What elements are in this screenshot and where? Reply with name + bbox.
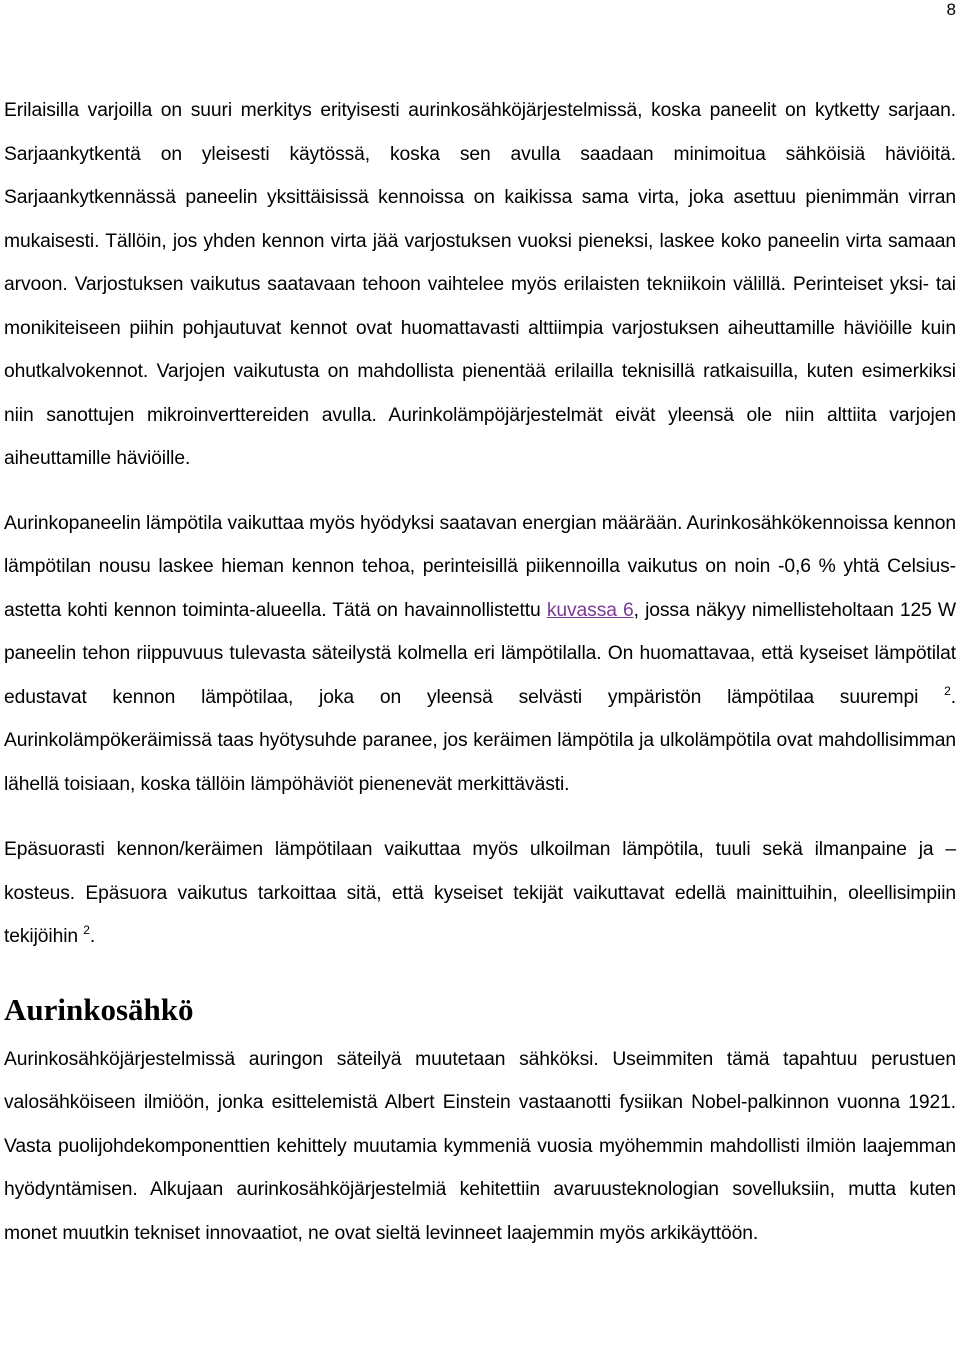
paragraph-indirect-factors (4, 828, 956, 959)
paragraph-text: Epäsuorasti kennon/keräimen lämpötilaan vaikuttaa myös ulkoilman lämpötila, tuuli sekä ilmanpaine ja – kosteus. Epäsuora vaikutus tarkoittaa sitä, että kyseiset tekijät vaikuttavat edellä mainittuihin, oleellisimpiin tekijöihin (4, 839, 956, 947)
figure-6-link[interactable]: kuvassa 6 (546, 599, 634, 621)
paragraph-shading: Erilaisilla varjoilla on suuri merkitys erityisesti aurinkosähköjärjestelmissä, koska paneelit on kytketty sarjaan. Sarjaankytkentä on yleisesti käytössä, koska sen avulla saadaan minimoitua sähköisiä häviöitä. Sarjaankytkennässä paneelin yksittäisissä kennoissa on kaikissa sama virta, joka asettuu pienimmän virran mukaisesti. Tällöin, jos yhden kennon virta jää varjostuksen vuoksi pieneksi, laskee koko paneelin virta samaan arvoon. Varjostuksen vaikutus saatavaan tehoon vaihtelee myös erilaisten tekniikoin välillä. Perinteiset yksi- tai monikiteiseen piihin pohjautuvat kennot ovat huomattavasti alttiimpia varjostuksen aiheuttamille häviöille kuin ohutkalvokennot. Varjojen vaikutusta on mahdollista pienentää erilailla teknisillä ratkaisuilla, kuten esimerkiksi niin sanottujen mikroinverttereiden avulla. Aurinkolämpöjärjestelmät eivät yleensä ole niin alttiita varjojen aiheuttamille häviöille. (4, 100, 956, 469)
paragraph-text: . Aurinkolämpökeräimissä taas hyötysuhde paranee, jos keräimen lämpötila ja ulkolämpötila ovat mahdollisimman lähellä toisiaan, koska tällöin lämpöhäviöt pienenevät merkittävästi. (4, 686, 956, 795)
paragraph-text: Aurinkopaneelin lämpötila vaikuttaa myös hyödyksi saatavan energian määrään. Aurinkosähkökennoissa kennon lämpötilan nousu laskee hieman kennon tehoa, perinteisillä piikennoilla vaikutus on noin -0,6 % yhtä Celsius-astetta kohti kennon toiminta-alueella. Tätä on havainnollistettu (4, 512, 957, 621)
document-body (4, 89, 956, 1255)
paragraph-temperature (4, 502, 956, 807)
page-number: 8 (946, 0, 956, 19)
paragraph-solar-electricity: Aurinkosähköjärjestelmissä auringon säteilyä muutetaan sähköksi. Useimmiten tämä tapahtuu perustuen valosähköiseen ilmiöön, jonka esittelemistä Albert Einstein vastaanotti fysiikan Nobel-palkinnon vuonna 1921. Vasta puolijohdekomponenttien kehittely muutamia kymmeniä vuosia myöhemmin mahdollisti ilmiön laajemman hyödyntämisen. Alkujaan aurinkosähköjärjestelmiä kehitettiin avaruusteknologian sovelluksiin, mutta kuten monet muutkin tekniset innovaatiot, ne ovat sieltä levinneet laajemmin myös arkikäyttöön. (4, 1048, 956, 1244)
paragraph-text: , jossa näkyy nimellisteholtaan 125 W paneelin tehon riippuvuus tulevasta säteilystä kolmella eri lämpötilalla. On huomattavaa, että kyseiset lämpötilat edustavat kennon lämpötilaa, joka on yleensä selvästi ympäristön lämpötilaa suurempi (4, 599, 956, 708)
reference-marker: 2 (83, 923, 90, 937)
paragraph-text: . (89, 926, 96, 947)
section-heading: Aurinkosähkö (4, 991, 194, 1027)
reference-marker: 2 (944, 683, 951, 698)
